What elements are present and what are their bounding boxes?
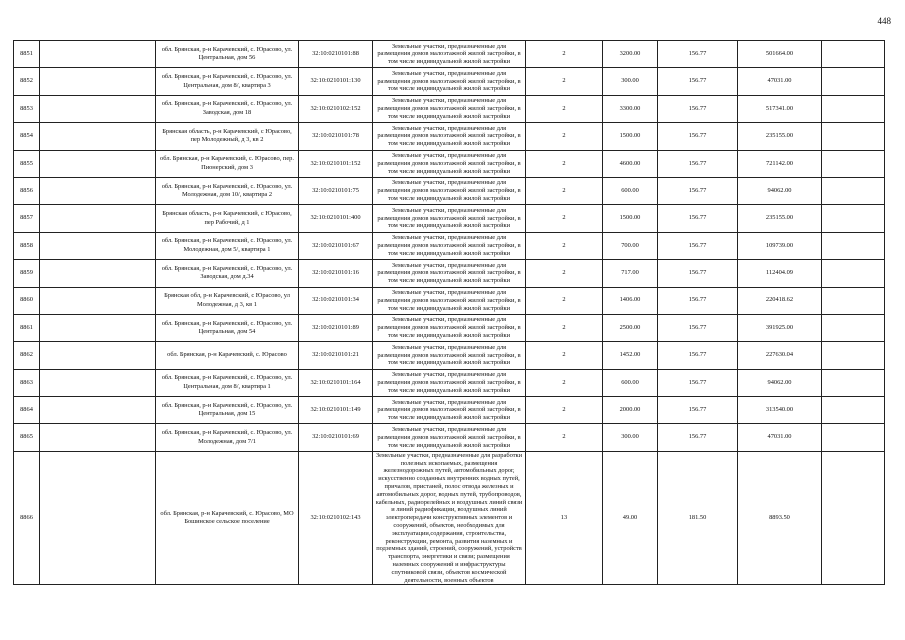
row-number-cell: 8858: [14, 232, 40, 259]
cadastral-value-cell: 94062.00: [738, 177, 822, 204]
blank-cell: [40, 260, 156, 287]
row-number-cell: 8866: [14, 451, 40, 585]
row-number-cell: 8859: [14, 260, 40, 287]
page-number: 448: [877, 16, 891, 26]
land-use-cell: Земельные участки, предназначенные для размещения домов малоэтажной жилой застройки, в том числе индивидуальной жилой застройки: [373, 314, 526, 341]
specific-value-cell: 156.77: [658, 342, 738, 369]
blank-cell: [40, 369, 156, 396]
land-use-cell: Земельные участки, предназначенные для размещения домов малоэтажной жилой застройки, в том числе индивидуальной жилой застройки: [373, 342, 526, 369]
blank-cell: [40, 287, 156, 314]
blank-cell: [40, 177, 156, 204]
blank-cell: [40, 397, 156, 424]
cadastral-number-cell: 32:10:0210101:164: [299, 369, 373, 396]
specific-value-cell: 156.77: [658, 287, 738, 314]
blank-cell: [40, 451, 156, 585]
area-cell: 4600.00: [603, 150, 658, 177]
address-cell: обл. Брянская, р-н Карачевский, с. Юрасово, ул. Центральная, дом 15: [156, 397, 299, 424]
row-number-cell: 8855: [14, 150, 40, 177]
row-number-cell: 8865: [14, 424, 40, 451]
cadastral-value-cell: 47031.00: [738, 424, 822, 451]
row-number-cell: 8860: [14, 287, 40, 314]
blank-cell: [822, 41, 885, 68]
cadastral-value-cell: 227630.04: [738, 342, 822, 369]
cadastral-number-cell: 32:10:0210101:152: [299, 150, 373, 177]
cadastral-number-cell: 32:10:0210101:400: [299, 205, 373, 232]
specific-value-cell: 156.77: [658, 123, 738, 150]
blank-cell: [40, 314, 156, 341]
row-number-cell: 8854: [14, 123, 40, 150]
blank-cell: [40, 68, 156, 95]
cadastral-value-cell: 112404.09: [738, 260, 822, 287]
group-number-cell: 2: [526, 287, 603, 314]
land-use-cell: Земельные участки, предназначенные для размещения домов малоэтажной жилой застройки, в том числе индивидуальной жилой застройки: [373, 150, 526, 177]
blank-cell: [822, 68, 885, 95]
cadastral-number-cell: 32:10:0210101:67: [299, 232, 373, 259]
cadastral-number-cell: 32:10:0210101:69: [299, 424, 373, 451]
address-cell: обл. Брянская, р-н Карачевский, с. Юрасово, ул. Молодежная, дом 7/1: [156, 424, 299, 451]
cadastral-number-cell: 32:10:0210101:78: [299, 123, 373, 150]
specific-value-cell: 156.77: [658, 314, 738, 341]
blank-cell: [822, 369, 885, 396]
area-cell: 2500.00: [603, 314, 658, 341]
group-number-cell: 2: [526, 424, 603, 451]
cadastral-number-cell: 32:10:0210102:143: [299, 451, 373, 585]
table-row: [14, 123, 885, 150]
land-use-cell: Земельные участки, предназначенные для разработки полезных ископаемых, размещения железнодорожных путей, автомобильных дорог, искусственно созданных внутренних водных путей, причалов, пристаней, полос отвода железных и автомобильных дорог, водных путей, трубопроводов, кабельных, радиорелейных и воздушных линий связи и линий радиофикации, воздушных линий электропередачи конструктивных элементов и сооружений, объектов, необходимых для эксплуатации,содержания, строительства, реконструкции, ремонта, развития наземных и подземных зданий, строений, сооружений, устройств транспорта, энергетики и связи; размещения наземных сооружений и инфраструктуры спутниковой связи, объектов космической деятельности, военных объектов: [373, 451, 526, 585]
cadastral-number-cell: 32:10:0210101:89: [299, 314, 373, 341]
group-number-cell: 2: [526, 397, 603, 424]
blank-cell: [822, 232, 885, 259]
land-use-cell: Земельные участки, предназначенные для размещения домов малоэтажной жилой застройки, в том числе индивидуальной жилой застройки: [373, 95, 526, 122]
address-cell: обл. Брянская, р-н Карачевский, с. Юрасово, ул. Заводская, дом д.34: [156, 260, 299, 287]
cadastral-value-cell: 517341.00: [738, 95, 822, 122]
area-cell: 600.00: [603, 369, 658, 396]
row-number-cell: 8862: [14, 342, 40, 369]
row-number-cell: 8853: [14, 95, 40, 122]
table-row: [14, 68, 885, 95]
blank-cell: [822, 451, 885, 585]
area-cell: 3200.00: [603, 41, 658, 68]
row-number-cell: 8857: [14, 205, 40, 232]
area-cell: 1406.00: [603, 287, 658, 314]
land-use-cell: Земельные участки, предназначенные для размещения домов малоэтажной жилой застройки, в том числе индивидуальной жилой застройки: [373, 41, 526, 68]
address-cell: Брянская область, р-н Карачевский, с Юрасово, пер Молодежный, д 3, кв 2: [156, 123, 299, 150]
address-cell: обл. Брянская, р-н Карачевский, с. Юрасово, ул. Центральная, дом 54: [156, 314, 299, 341]
land-use-cell: Земельные участки, предназначенные для размещения домов малоэтажной жилой застройки, в том числе индивидуальной жилой застройки: [373, 123, 526, 150]
area-cell: 300.00: [603, 424, 658, 451]
area-cell: 49.00: [603, 451, 658, 585]
cadastral-number-cell: 32:10:0210101:75: [299, 177, 373, 204]
group-number-cell: 2: [526, 205, 603, 232]
group-number-cell: 2: [526, 41, 603, 68]
table-row: [14, 95, 885, 122]
table-row: [14, 232, 885, 259]
blank-cell: [40, 150, 156, 177]
land-use-cell: Земельные участки, предназначенные для размещения домов малоэтажной жилой застройки, в том числе индивидуальной жилой застройки: [373, 369, 526, 396]
blank-cell: [822, 150, 885, 177]
cadastral-number-cell: 32:10:0210101:130: [299, 68, 373, 95]
blank-cell: [40, 95, 156, 122]
blank-cell: [822, 424, 885, 451]
group-number-cell: 2: [526, 314, 603, 341]
area-cell: 717.00: [603, 260, 658, 287]
specific-value-cell: 156.77: [658, 41, 738, 68]
specific-value-cell: 156.77: [658, 369, 738, 396]
area-cell: 600.00: [603, 177, 658, 204]
blank-cell: [822, 287, 885, 314]
blank-cell: [822, 177, 885, 204]
table-row: [14, 397, 885, 424]
row-number-cell: 8861: [14, 314, 40, 341]
area-cell: 1500.00: [603, 123, 658, 150]
land-use-cell: Земельные участки, предназначенные для размещения домов малоэтажной жилой застройки, в том числе индивидуальной жилой застройки: [373, 68, 526, 95]
cadastral-number-cell: 32:10:0210101:21: [299, 342, 373, 369]
cadastral-number-cell: 32:10:0210101:16: [299, 260, 373, 287]
cadastral-value-cell: 313540.00: [738, 397, 822, 424]
blank-cell: [822, 260, 885, 287]
cadastral-value-cell: 235155.00: [738, 205, 822, 232]
row-number-cell: 8852: [14, 68, 40, 95]
table-row: [14, 150, 885, 177]
blank-cell: [822, 342, 885, 369]
cadastral-number-cell: 32:10:0210101:88: [299, 41, 373, 68]
cadastral-value-cell: 94062.00: [738, 369, 822, 396]
blank-cell: [40, 123, 156, 150]
area-cell: 1452.00: [603, 342, 658, 369]
land-use-cell: Земельные участки, предназначенные для размещения домов малоэтажной жилой застройки, в том числе индивидуальной жилой застройки: [373, 397, 526, 424]
group-number-cell: 2: [526, 260, 603, 287]
land-use-cell: Земельные участки, предназначенные для размещения домов малоэтажной жилой застройки, в том числе индивидуальной жилой застройки: [373, 205, 526, 232]
area-cell: 300.00: [603, 68, 658, 95]
group-number-cell: 2: [526, 150, 603, 177]
address-cell: Брянская область, р-н Карачевский, с Юрасово, пер Рабочий, д 1: [156, 205, 299, 232]
address-cell: обл. Брянская, р-н Карачевский, с. Юрасово, ул. Молодежная, дом 5/, квартира 1: [156, 232, 299, 259]
cadastral-value-cell: 391925.00: [738, 314, 822, 341]
address-cell: обл. Брянская, р-н Карачевский, с. Юрасово, ул. Центральная, дом 8/, квартира 3: [156, 68, 299, 95]
cadastral-value-cell: 721142.00: [738, 150, 822, 177]
blank-cell: [822, 397, 885, 424]
land-use-cell: Земельные участки, предназначенные для размещения домов малоэтажной жилой застройки, в том числе индивидуальной жилой застройки: [373, 287, 526, 314]
group-number-cell: 2: [526, 95, 603, 122]
area-cell: 700.00: [603, 232, 658, 259]
blank-cell: [822, 205, 885, 232]
land-use-cell: Земельные участки, предназначенные для размещения домов малоэтажной жилой застройки, в том числе индивидуальной жилой застройки: [373, 232, 526, 259]
land-use-cell: Земельные участки, предназначенные для размещения домов малоэтажной жилой застройки, в том числе индивидуальной жилой застройки: [373, 177, 526, 204]
cadastral-value-table: [13, 40, 885, 585]
table-row: [14, 314, 885, 341]
cadastral-value-cell: 501664.00: [738, 41, 822, 68]
group-number-cell: 2: [526, 369, 603, 396]
group-number-cell: 2: [526, 177, 603, 204]
table-row: [14, 41, 885, 68]
area-cell: 2000.00: [603, 397, 658, 424]
blank-cell: [40, 232, 156, 259]
table-row: [14, 369, 885, 396]
row-number-cell: 8851: [14, 41, 40, 68]
specific-value-cell: 156.77: [658, 205, 738, 232]
blank-cell: [822, 123, 885, 150]
specific-value-cell: 156.77: [658, 397, 738, 424]
address-cell: обл. Брянская, р-н Карачевский, с. Юрасово, ул. Центральная, дом 56: [156, 41, 299, 68]
address-cell: Брянская обл, р-н Карачевский, с Юрасово, ул Молодежная, д 3, кв 1: [156, 287, 299, 314]
cadastral-value-cell: 109739.00: [738, 232, 822, 259]
cadastral-value-cell: 220418.62: [738, 287, 822, 314]
land-use-cell: Земельные участки, предназначенные для размещения домов малоэтажной жилой застройки, в том числе индивидуальной жилой застройки: [373, 260, 526, 287]
blank-cell: [822, 314, 885, 341]
address-cell: обл. Брянская, р-н Карачевский, с. Юрасово, ул. Центральная, дом 8/, квартира 1: [156, 369, 299, 396]
specific-value-cell: 156.77: [658, 177, 738, 204]
address-cell: обл. Брянская, р-н Карачевский, с. Юрасово, МО Бошинское сельское поселение: [156, 451, 299, 585]
specific-value-cell: 156.77: [658, 95, 738, 122]
cadastral-number-cell: 32:10:0210102:152: [299, 95, 373, 122]
address-cell: обл. Брянская, р-н Карачевский, с. Юрасово, ул. Заводская, дом 18: [156, 95, 299, 122]
table-row: [14, 205, 885, 232]
specific-value-cell: 181.50: [658, 451, 738, 585]
address-cell: обл. Брянская, р-н Карачевский, с. Юрасово: [156, 342, 299, 369]
group-number-cell: 2: [526, 232, 603, 259]
specific-value-cell: 156.77: [658, 68, 738, 95]
cadastral-value-cell: 235155.00: [738, 123, 822, 150]
table-row: [14, 451, 885, 585]
row-number-cell: 8864: [14, 397, 40, 424]
cadastral-value-cell: 8893.50: [738, 451, 822, 585]
address-cell: обл. Брянская, р-н Карачевский, с. Юрасово, пер. Пионерский, дом 3: [156, 150, 299, 177]
blank-cell: [40, 41, 156, 68]
blank-cell: [40, 342, 156, 369]
table-row: [14, 342, 885, 369]
cadastral-value-cell: 47031.00: [738, 68, 822, 95]
table-row: [14, 260, 885, 287]
cadastral-number-cell: 32:10:0210101:34: [299, 287, 373, 314]
specific-value-cell: 156.77: [658, 232, 738, 259]
specific-value-cell: 156.77: [658, 260, 738, 287]
group-number-cell: 2: [526, 123, 603, 150]
group-number-cell: 13: [526, 451, 603, 585]
blank-cell: [822, 95, 885, 122]
land-use-cell: Земельные участки, предназначенные для размещения домов малоэтажной жилой застройки, в том числе индивидуальной жилой застройки: [373, 424, 526, 451]
blank-cell: [40, 424, 156, 451]
blank-cell: [40, 205, 156, 232]
specific-value-cell: 156.77: [658, 424, 738, 451]
row-number-cell: 8856: [14, 177, 40, 204]
cadastral-number-cell: 32:10:0210101:149: [299, 397, 373, 424]
group-number-cell: 2: [526, 342, 603, 369]
area-cell: 3300.00: [603, 95, 658, 122]
group-number-cell: 2: [526, 68, 603, 95]
specific-value-cell: 156.77: [658, 150, 738, 177]
address-cell: обл. Брянская, р-н Карачевский, с. Юрасово, ул. Молодежная, дом 10/, квартира 2: [156, 177, 299, 204]
table-row: [14, 177, 885, 204]
row-number-cell: 8863: [14, 369, 40, 396]
area-cell: 1500.00: [603, 205, 658, 232]
table-row: [14, 424, 885, 451]
table-row: [14, 287, 885, 314]
